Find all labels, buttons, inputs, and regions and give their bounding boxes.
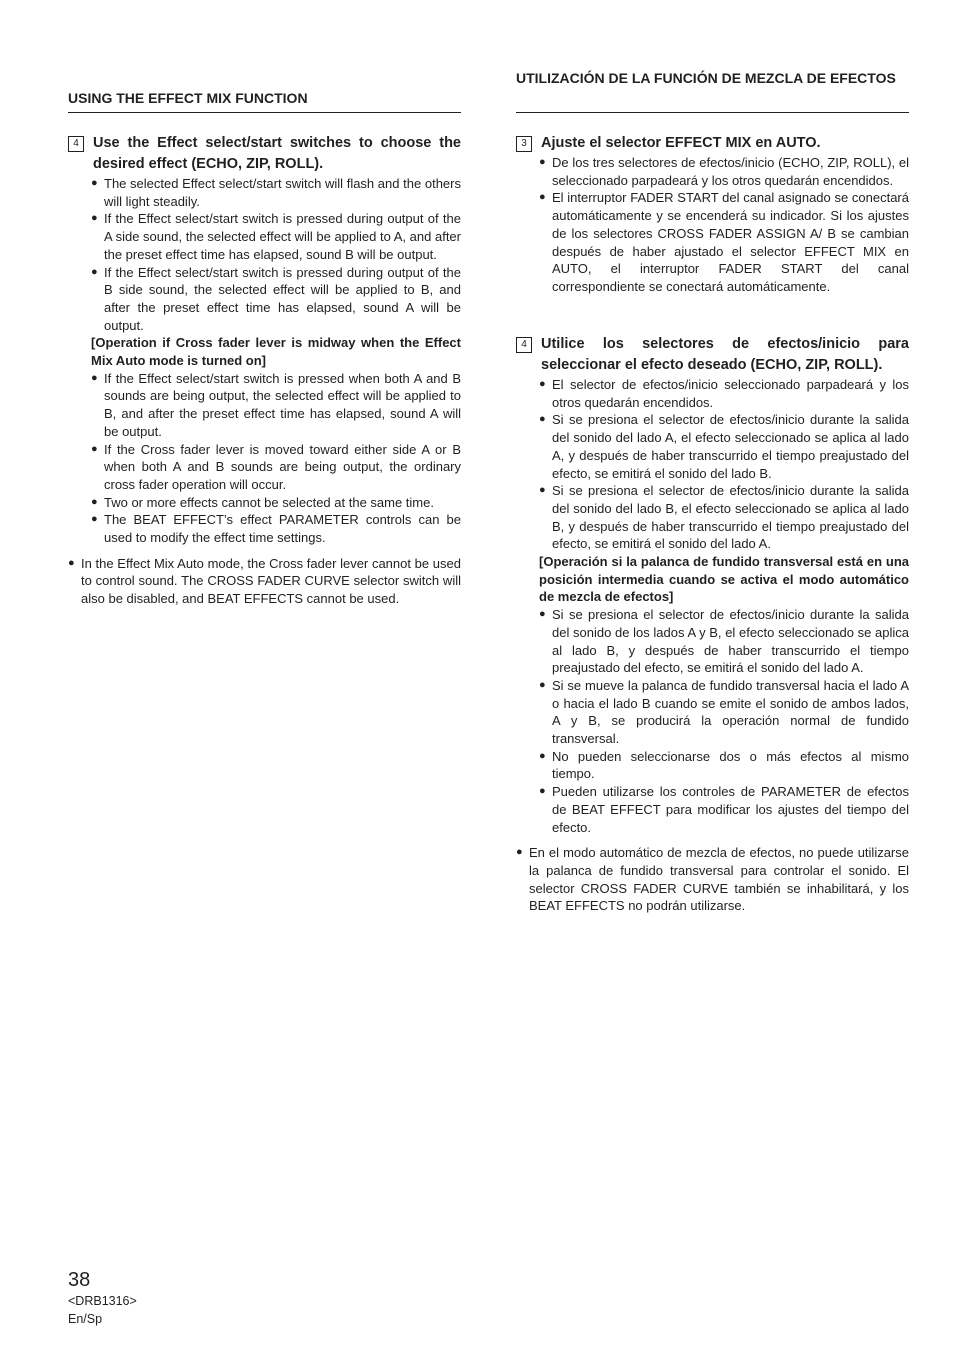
step-bullets: [68, 175, 461, 334]
heading-rule: [68, 112, 461, 113]
document-code: <DRB1316>: [68, 1294, 137, 1308]
step-3-es: [516, 133, 909, 296]
note-heading: [Operation if Cross fader lever is midway when the Effect Mix Auto mode is turned on]: [91, 335, 461, 369]
language-code: En/Sp: [68, 1312, 103, 1326]
list-item: ● The selected Effect select/start switch will flash and the others will light steadily.: [91, 175, 461, 210]
list-item: ● El interruptor FADER START del canal asignado se conectará automáticamente y se encenderá su indicador. Si los ajustes de los selectores CROSS FADER ASSIGN A/ B se cambian después de haber ajustado el selector EFFECT MIX en AUTO, el interruptor FADER START del canal correspondiente se conectará automáticamente.: [539, 189, 909, 295]
page-number: 38: [68, 1269, 91, 1291]
list-item: ● If the Effect select/start switch is pressed during output of the A side sound, the selected effect will be applied to A, and after the preset effect time has elapsed, sound B will be output.: [91, 210, 461, 263]
step-text: Use the Effect select/start switches to choose the desired effect (ECHO, ZIP, ROLL).: [93, 135, 461, 172]
list-item: ● De los tres selectores de efectos/inicio (ECHO, ZIP, ROLL), el seleccionado parpadeará y los otros quedarán encendidos.: [539, 154, 909, 189]
note-bullets: [516, 606, 909, 836]
list-item: ● Pueden utilizarse los controles de PARAMETER de efectos de BEAT EFFECT para modificar los ajustes del tiempo del efecto.: [539, 783, 909, 836]
heading-rule: [516, 112, 909, 113]
step-bullets: [516, 154, 909, 296]
list-item: ● No pueden seleccionarse dos o más efectos al mismo tiempo.: [539, 748, 909, 783]
step-text: Ajuste el selector EFFECT MIX en AUTO.: [541, 135, 821, 151]
list-item: ● The BEAT EFFECT’s effect PARAMETER controls can be used to modify the effect time settings.: [91, 511, 461, 546]
list-item: ● If the Cross fader lever is moved toward either side A or B when both A and B sounds are being output, the ordinary cross fader operation will occur.: [91, 441, 461, 494]
step-number-box: 3: [516, 136, 532, 152]
list-item: ● If the Effect select/start switch is pressed when both A and B sounds are being output, the selected effect will be applied to B, and after the preset effect time has elapsed, sound A will be output.: [91, 370, 461, 441]
section-heading-es: UTILIZACIÓN DE LA FUNCIÓN DE MEZCLA DE EFECTOS: [516, 70, 896, 86]
section-heading-en: USING THE EFFECT MIX FUNCTION: [68, 90, 308, 106]
note-heading: [Operación si la palanca de fundido transversal está en una posición intermedia cuando se activa el modo automático de mezcla de efectos]: [539, 554, 909, 605]
list-item: ● Si se presiona el selector de efectos/inicio durante la salida del sonido de los lados A y B, el efecto seleccionado se aplica al lado B, y después de haber transcurrido el tiempo preajustado del efecto, se emitirá el sonido del lado A.: [539, 606, 909, 677]
step-bullets: [516, 376, 909, 553]
step-number-box: 4: [68, 136, 84, 152]
note-bullets: [68, 370, 461, 547]
list-item: ● Si se mueve la palanca de fundido transversal hacia el lado A o hacia el lado B cuando se emite el sonido de ambos lados, A y B, se producirá la operación normal de fundido transversal.: [539, 677, 909, 748]
step-text: Utilice los selectores de efectos/inicio para seleccionar el efecto deseado (ECHO, ZIP, ROLL).: [541, 336, 909, 373]
step-number-box: 4: [516, 337, 532, 353]
list-item: ● If the Effect select/start switch is pressed during output of the B side sound, the selected effect will be applied to B, and after the preset effect time has elapsed, sound A will be output.: [91, 264, 461, 335]
list-item: ● Si se presiona el selector de efectos/inicio durante la salida del sonido del lado A, el efecto seleccionado se aplica al lado A, y después de haber transcurrido el tiempo preajustado del efecto, se emitirá el sonido del lado B.: [539, 411, 909, 482]
page-footer: [68, 1268, 137, 1328]
final-note: ● En el modo automático de mezcla de efectos, no puede utilizarse la palanca de fundido transversal para controlar el sonido. El selector CROSS FADER CURVE también se inhabilitará, y los BEAT EFFECTS no podrán utilizarse.: [516, 844, 909, 915]
list-item: ● El selector de efectos/inicio seleccionado parpadeará y los otros quedarán encendidos.: [539, 376, 909, 411]
list-item: ● Two or more effects cannot be selected at the same time.: [91, 494, 461, 512]
final-note: ● In the Effect Mix Auto mode, the Cross fader lever cannot be used to control sound. The CROSS FADER CURVE selector switch will also be disabled, and BEAT EFFECTS cannot be used.: [68, 555, 461, 608]
step-4-en: [68, 133, 461, 608]
list-item: ● Si se presiona el selector de efectos/inicio durante la salida del sonido del lado B, el efecto seleccionado se aplica al lado B, y después de haber transcurrido el tiempo preajustado del efecto, se emitirá el sonido del lado A.: [539, 482, 909, 553]
step-4-es: [516, 334, 909, 915]
